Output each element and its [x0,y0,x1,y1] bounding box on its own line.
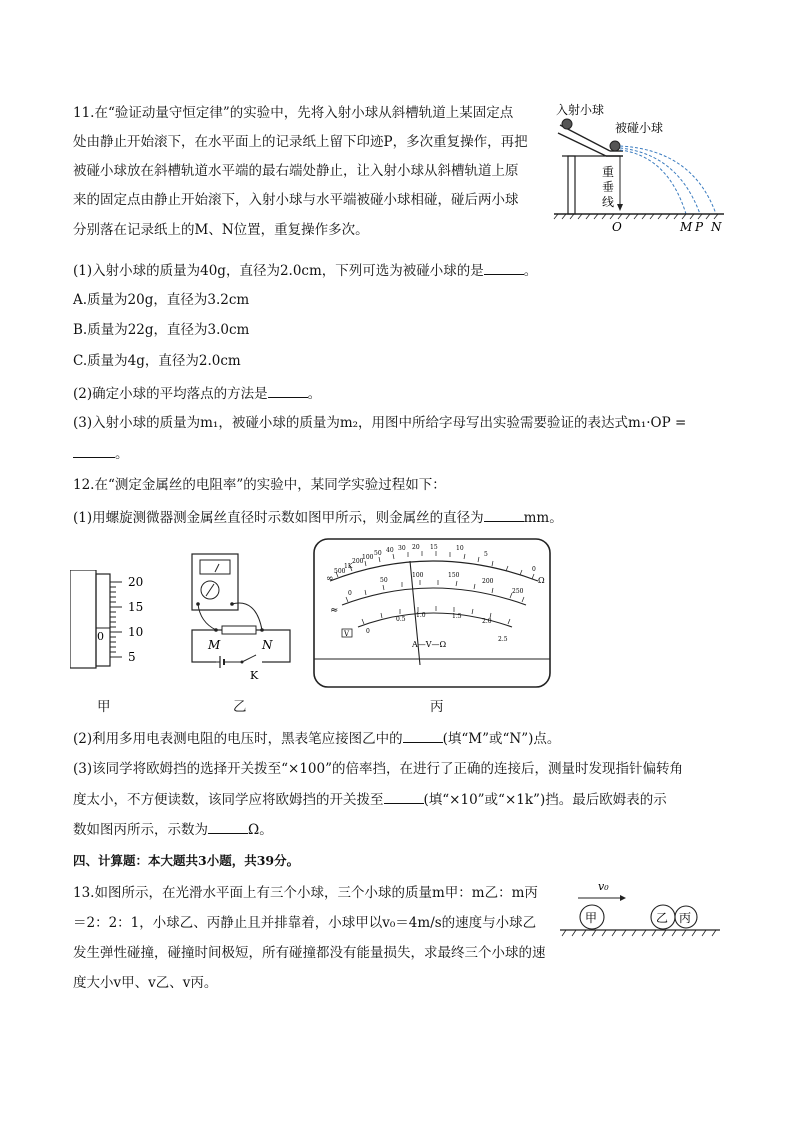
q11-line-5: 分别落在记录纸上的M、N位置，重复操作多次。 [73,222,369,238]
fig-label-bing: 丙 [430,699,444,715]
q11-sub3-end: 。 [115,446,129,462]
ball-jia-label: 甲 [585,911,598,925]
ohm-1k: 1K [344,563,353,570]
multimeter-needle [215,564,219,572]
thimble-ticks [110,582,122,657]
mid-250: 250 [512,588,524,595]
q11-sub1-text: (1)入射小球的质量为40g，直径为2.0cm，下列可选为被碰小球的是 [73,263,484,279]
answer-blank [73,444,115,458]
ball-bing-label: 丙 [679,911,692,925]
plumb-arrow [617,204,623,211]
q13-line-3: 发生弹性碰撞，碰撞时间极短，所有碰撞都没有能量损失，求最终三个小球的速 [73,945,546,961]
incident-ball [562,119,572,129]
q12-sub2 [73,729,560,748]
answer-blank [484,261,524,275]
q11-option-a: A.质量为20g，直径为3.2cm [73,292,250,308]
q11-line-2: 处由静止开始滚下，在水平面上的记录纸上留下印迹P，多次重复操作，再把 [73,134,528,150]
ohm-15: 15 [430,544,438,551]
label-n: N [262,638,273,652]
point-p: P [695,220,704,234]
mid-50: 50 [380,577,388,584]
q11-sub3-cont [73,444,129,463]
q12-sub3-c-end: Ω。 [248,822,273,838]
ohm-10: 10 [456,545,464,552]
q11-sub3: (3)入射小球的质量为m₁，被碰小球的质量为m₂，用图中所给字母写出实验需要验证的表达式m₁·OP = [73,415,687,431]
sleeve [70,570,96,668]
velocity-arrowhead [620,895,626,901]
ohm-0: 0 [532,566,536,573]
mid-200: 200 [482,578,494,585]
knob-pointer [206,584,214,596]
ohm-5: 5 [484,551,488,558]
ohm-30: 30 [398,545,406,552]
resistor-wire [222,626,256,634]
node-m [214,628,218,632]
trajectory-n [620,146,716,214]
thimble [96,574,110,666]
ohm-200: 200 [352,558,364,565]
answer-blank [403,729,443,743]
switch-pivot [241,661,244,664]
q12-sub2-end: (填“M”或“N”)点。 [442,731,561,747]
answer-blank [268,384,308,398]
node-n [260,628,264,632]
circuit-figure [186,552,296,682]
meter-label: A—V—Ω [412,640,447,649]
q11-figure [548,98,728,238]
q11-sub1-end: 。 [523,263,538,279]
ohm-inf: ∞ [326,574,334,584]
sleeve-zero: 0 [97,630,104,643]
q11-option-b: B.质量为22g，直径为3.0cm [73,322,250,338]
tick-15: 15 [128,600,144,614]
tick-5: 5 [128,650,136,664]
meter-base [314,659,550,687]
point-n: N [711,220,722,234]
q11-sub2-text: (2)确定小球的平均落点的方法是 [73,386,268,402]
ohmmeter-figure [312,537,552,689]
q12-sub3-b-end: (填“×10”或“×1k”)挡。最后欧姆表的示 [423,792,667,808]
q11-sub2-end: 。 [307,386,322,402]
low-10: 1.0 [416,612,426,619]
trajectory-p [620,148,700,214]
low-05: 0.5 [396,616,406,623]
q11-line-3: 被碰小球放在斜槽轨道水平端的最右端处静止，让入射小球从斜槽轨道上原 [73,163,519,179]
q12-sub3-b-text: 度太小，不方便读数，该同学应将欧姆挡的开关拨至 [73,792,384,808]
q12-sub3-a: (3)该同学将欧姆挡的选择开关拨至“×100”的倍率挡，在进行了正确的连接后，测量时发现指针偏转角 [73,761,684,777]
support-leg [568,156,575,214]
point-m: M [680,220,693,234]
ground-hatch [554,214,718,219]
trajectory-m [620,150,686,214]
q13-line-1: 13.如图所示，在光滑水平面上有三个小球，三个小球的质量m甲：m乙：m丙 [73,885,538,901]
ground-hatch [562,930,716,936]
mid-0: 0 [348,590,352,597]
answer-blank [484,508,524,522]
ohm-500: 500 [334,568,346,575]
q12-sub1 [73,508,563,527]
q11-line-4: 来的固定点由静止开始滚下，入射小球与水平端被碰小球相碰，碰后两小球 [73,192,519,208]
q11-line-1: 11.在“验证动量守恒定律”的实验中，先将入射小球从斜槽轨道上某固定点 [73,105,514,121]
label-k: K [250,669,259,682]
low-25: 2.5 [498,636,508,643]
v0-label: v₀ [598,880,609,893]
q13-line-4: 度大小v甲、v乙、v丙。 [73,975,218,991]
tick-10: 10 [128,625,144,639]
dc-symbol: V [344,630,350,638]
target-ball [610,141,620,151]
q11-sub1 [73,261,537,280]
target-ball-label: 被碰小球 [615,121,664,135]
mid-150: 150 [448,572,460,579]
tick-20: 20 [128,575,144,589]
micrometer-figure [70,570,160,670]
ohm-20: 20 [412,544,420,551]
mid-100: 100 [412,572,424,579]
ac-symbol: ≈ [330,605,339,616]
plumb-char-2: 垂 [602,180,615,194]
fig-label-jia: 甲 [97,699,111,715]
low-20: 2.0 [482,618,492,625]
mid-arc [342,588,526,605]
ball-yi-label: 乙 [656,911,669,925]
ohm-symbol: Ω [538,576,545,585]
ohm-100: 100 [362,554,374,561]
q13-line-2: ＝2：2：1，小球乙、丙静止且并排靠着，小球甲以v₀＝4m/s的速度与小球乙 [73,915,537,931]
q11-sub2 [73,384,321,403]
mid-ticks [346,580,524,602]
ohm-40: 40 [386,547,394,554]
q12-sub1-unit: mm。 [523,510,563,526]
ohm-50: 50 [374,550,382,557]
q12-sub3-b [73,790,667,809]
fig-label-yi: 乙 [233,699,247,715]
plumb-char-3: 线 [602,195,615,209]
probe-wire-left [198,604,216,630]
plumb-char-1: 重 [602,165,615,179]
point-o: O [612,220,622,234]
incident-ball-label: 入射小球 [556,103,605,117]
answer-blank [208,820,248,834]
q13-figure [558,878,723,940]
section-4-heading: 四、计算题：本大题共3小题，共39分。 [73,853,300,868]
q12-sub1-text: (1)用螺旋测微器测金属丝直径时示数如图甲所示，则金属丝的直径为 [73,510,484,526]
q12-stem: 12.在“测定金属丝的电阻率”的实验中，某同学实验过程如下： [73,477,446,493]
q11-option-c: C.质量为4g，直径为2.0cm [73,353,241,369]
q12-sub3-c [73,820,273,839]
q12-sub2-text: (2)利用多用电表测电阻的电压时，黑表笔应接图乙中的 [73,731,403,747]
label-m: M [208,638,221,652]
q12-sub3-c-text: 数如图丙所示，示数为 [73,822,208,838]
answer-blank [384,790,424,804]
low-0: 0 [366,628,370,635]
low-15: 1.5 [452,613,462,620]
